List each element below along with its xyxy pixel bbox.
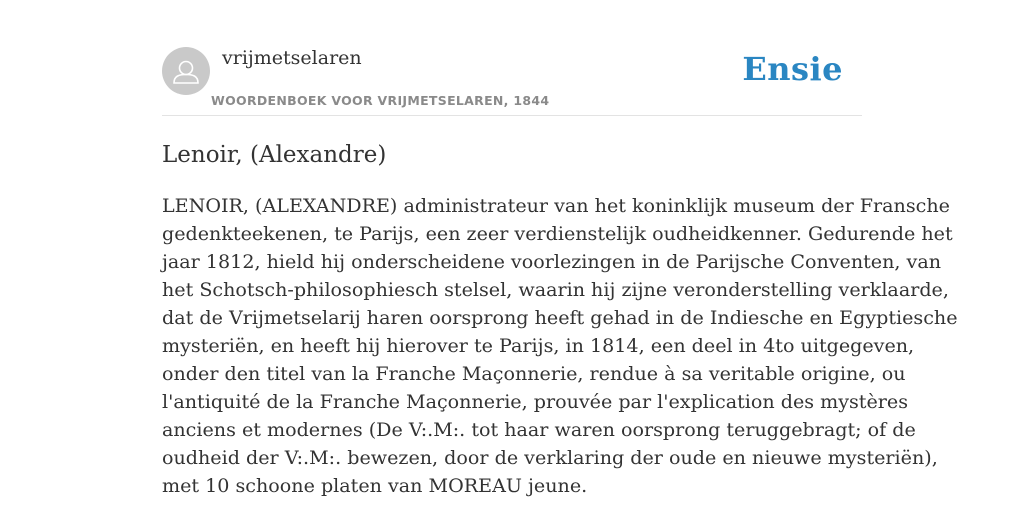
author-avatar[interactable]	[162, 47, 210, 95]
body-line: anciens et modernes (De V:.M:. tot haar waren oorsprong teruggebragt; of de	[162, 418, 916, 441]
body-line: jaar 1812, hield hij onderscheidene voorlezingen in de Parijsche Conventen, van	[162, 250, 942, 273]
header-divider	[162, 115, 862, 116]
user-avatar-icon	[162, 47, 210, 95]
body-line: met 10 schoone platen van MOREAU jeune.	[162, 474, 588, 497]
source-label[interactable]: WOORDENBOEK VOOR VRIJMETSELAREN, 1844	[211, 93, 550, 108]
author-name[interactable]: vrijmetselaren	[222, 47, 362, 69]
ensie-logo[interactable]: Ensie	[742, 50, 843, 88]
body-line: het Schotsch-philosophiesch stelsel, waarin hij zijne veronderstelling verklaarde,	[162, 278, 949, 301]
article-body	[162, 192, 958, 500]
body-line: dat de Vrijmetselarij haren oorsprong heeft gehad in de Indiesche en Egyptiesche	[162, 306, 958, 329]
body-line: mysteriën, en heeft hij hierover te Parijs, in 1814, een deel in 4to uitgegeven,	[162, 334, 915, 357]
article-title: Lenoir, (Alexandre)	[162, 142, 387, 168]
body-line: oudheid der V:.M:. bewezen, door de verklaring der oude en nieuwe mysteriën),	[162, 446, 938, 469]
page-header	[162, 46, 862, 116]
body-line: l'antiquité de la Franche Maçonnerie, prouvée par l'explication des mystères	[162, 390, 908, 413]
body-line: LENOIR, (ALEXANDRE) administrateur van het koninklijk museum der Fransche	[162, 194, 950, 217]
body-line: onder den titel van la Franche Maçonnerie, rendue à sa veritable origine, ou	[162, 362, 906, 385]
body-line: gedenkteekenen, te Parijs, een zeer verdienstelijk oudheidkenner. Gedurende het	[162, 222, 953, 245]
